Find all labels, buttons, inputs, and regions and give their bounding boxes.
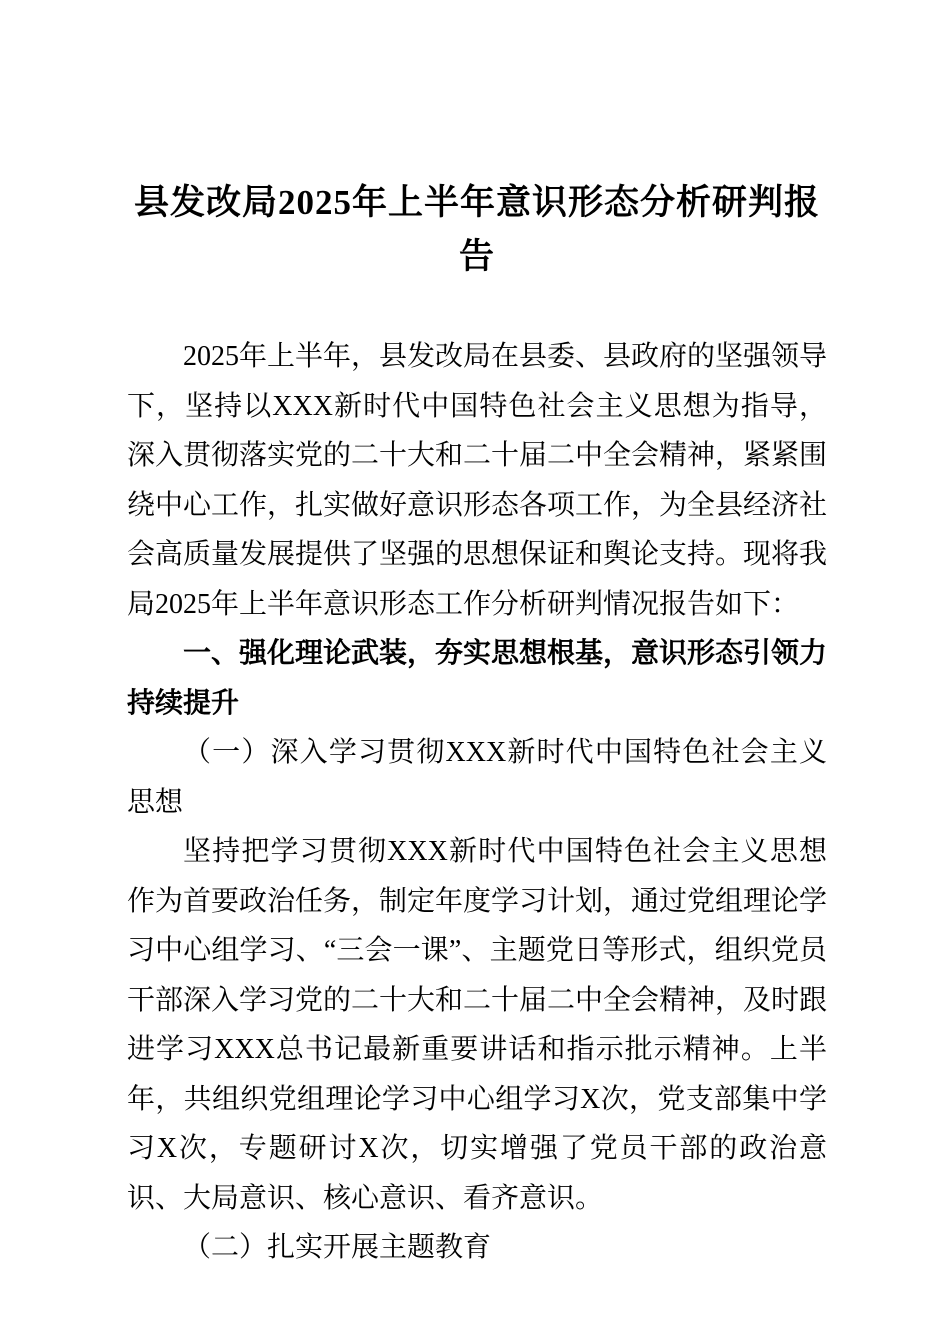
section-heading: 一、强化理论武装，夯实思想根基，意识形态引领力持续提升 (127, 638, 828, 719)
section-heading: （一）深入学习贯彻XXX新时代中国特色社会主义思想 (127, 737, 827, 818)
document-body (127, 332, 827, 1273)
paragraph: 坚持把学习贯彻XXX新时代中国特色社会主义思想作为首要政治任务，制定年度学习计划，通过党组理论学习中心组学习、“三会一课”、主题党日等形式，组织党员干部深入学习党的二十大和二十届二中全会精神，及时跟进学习XXX总书记最新重要讲话和指示批示精神。上半年，共组织党组理论学习中心组学习X次，党支部集中学习X次，专题研讨X次，切实增强了党员干部的政治意识、大局意识、核心意识、看齐意识。 (127, 836, 828, 1214)
section-heading: （二）扎实开展主题教育 (183, 1232, 492, 1263)
document-title: 县发改局2025年上半年意识形态分析研判报告 (133, 183, 820, 276)
paragraph: 2025年上半年，县发改局在县委、县政府的坚强领导下，坚持以XXX新时代中国特色社会主义思想为指导，深入贯彻落实党的二十大和二十届二中全会精神，紧紧围绕中心工作，扎实做好意识形态各项工作，为全县经济社会高质量发展提供了坚强的思想保证和舆论支持。现将我局2025年上半年意识形态工作分析研判情况报告如下： (127, 341, 828, 620)
